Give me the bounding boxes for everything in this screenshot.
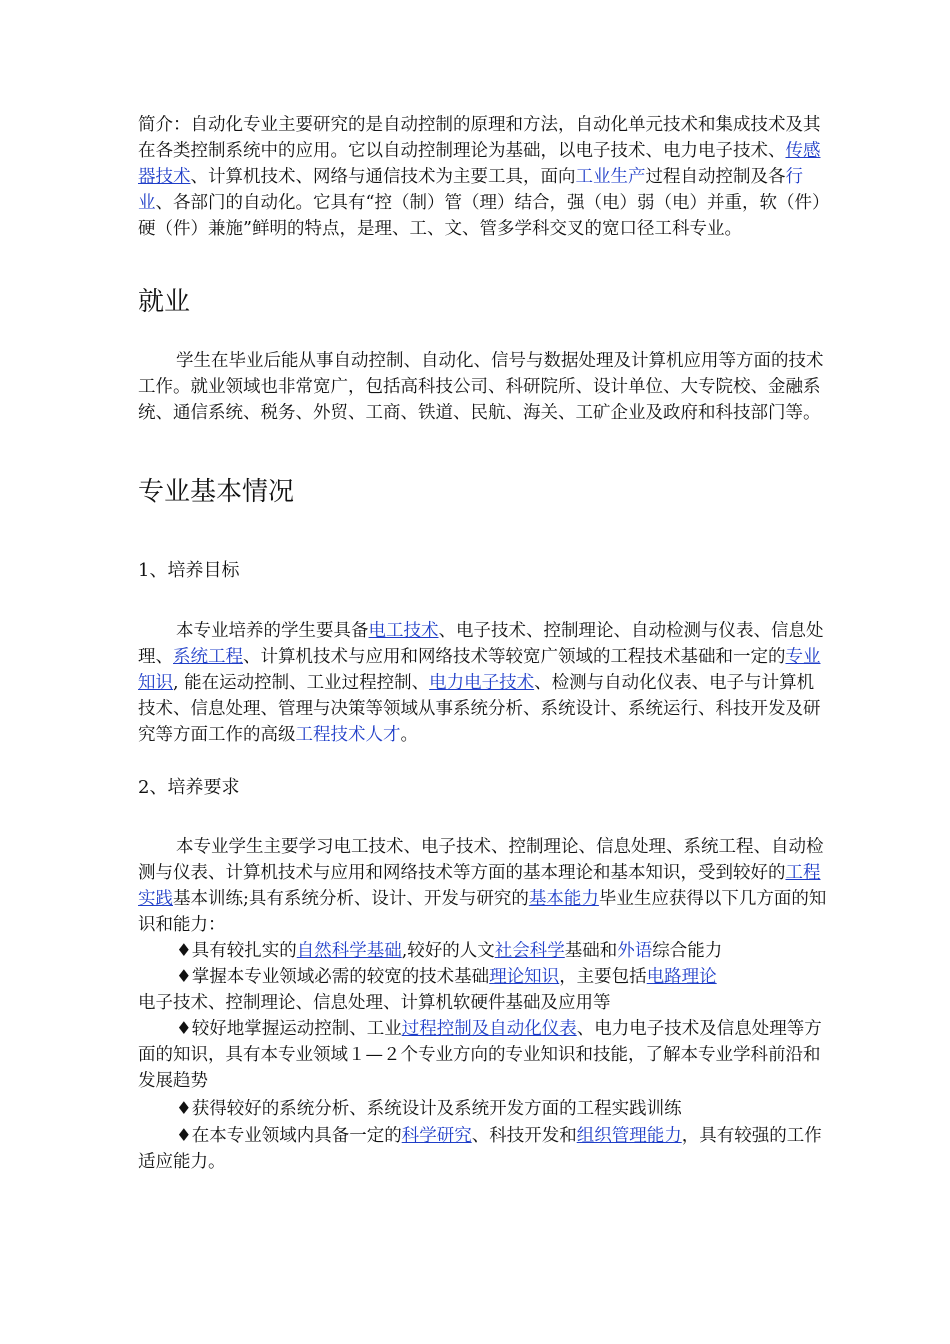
link-management-ability[interactable]: 组织管理能力 [576, 1126, 682, 1146]
link-industry[interactable]: 行业 [138, 167, 803, 213]
link-process-control[interactable]: 过程控制及自动化仪表 [401, 1019, 577, 1039]
list-item: ♦获得较好的系统分析、系统设计及系统开发方面的工程实践训练 [176, 1099, 682, 1119]
link-professional-knowledge[interactable]: 专业知识 [138, 647, 821, 693]
link-social-science[interactable]: 社会科学 [494, 941, 565, 961]
list-item: ♦掌握本专业领域必需的较宽的技术基础理论知识，主要包括电路理论 电子技术、控制理论、信息处理、计算机软硬件基础及应用等 [138, 967, 717, 1013]
heading-basic-info: 专业基本情况 [138, 477, 295, 507]
list-item: ♦较好地掌握运动控制、工业过程控制及自动化仪表、电力电子技术及信息处理等方面的知识，具有本专业领域１—２个专业方向的专业知识和技能，了解本专业学科前沿和发展趋势 [138, 1019, 822, 1091]
link-power-electronics[interactable]: 电力电子技术 [429, 673, 535, 693]
training-goal-paragraph: 本专业培养的学生要具备电工技术、电子技术、控制理论、自动检测与仪表、信息处理、系统工程、计算机技术与应用和网络技术等较宽广领域的工程技术基础和一定的专业知识, 能在运动控制、工业过程控制、电力电子技术、检测与自动化仪表、电子与计算机技术、信息处理、管理与决策等领域从事系统分析、系统设计、系统运行、科技开发及研究等方面工作的高级工程技术人才。 [138, 621, 824, 745]
link-engineering-talent[interactable]: 工程技术人才 [295, 725, 401, 745]
requirements-paragraph: 本专业学生主要学习电工技术、电子技术、控制理论、信息处理、系统工程、自动检测与仪表、计算机技术与应用和网络技术等方面的基本理论和基本知识，受到较好的工程实践基本训练;具有系统分析、设计、开发与研究的基本能力毕业生应获得以下几方面的知识和能力： [138, 837, 827, 935]
list-item: ♦具有较扎实的自然科学基础,较好的人文社会科学基础和外语综合能力 [176, 941, 723, 961]
list-item: ♦在本专业领域内具备一定的科学研究、科技开发和组织管理能力，具有较强的工作适应能力。 [138, 1126, 822, 1172]
link-scientific-research[interactable]: 科学研究 [401, 1126, 472, 1146]
heading-employment: 就业 [138, 287, 191, 317]
link-electrical-tech[interactable]: 电工技术 [368, 621, 439, 641]
employment-paragraph: 学生在毕业后能从事自动控制、自动化、信号与数据处理及计算机应用等方面的技术工作。就业领域也非常宽广，包括高科技公司、科研院所、设计单位、大专院校、金融系统、通信系统、税务、外贸、工商、铁道、民航、海关、工矿企业及政府和科技部门等。 [138, 351, 824, 423]
link-basic-ability[interactable]: 基本能力 [528, 889, 599, 909]
link-industrial-production[interactable]: 工业生产 [575, 167, 646, 187]
link-theory-knowledge[interactable]: 理论知识 [489, 967, 560, 987]
link-systems-engineering[interactable]: 系统工程 [173, 647, 243, 667]
link-circuit-theory[interactable]: 电路理论 [646, 967, 717, 987]
intro-paragraph: 简介：自动化专业主要研究的是自动控制的原理和方法，自动化单元技术和集成技术及其在各类控制系统中的应用。它以自动控制理论为基础，以电子技术、电力电子技术、传感器技术、计算机技术、网络与通信技术为主要工具，面向工业生产过程自动控制及各行业、各部门的自动化。它具有“控（制）管（理）结合，强（电）弱（电）并重，软（件）硬（件）兼施”鲜明的特点，是理、工、文、管多学科交叉的宽口径工科专业。 [138, 115, 821, 239]
link-foreign-language[interactable]: 外语 [617, 941, 653, 961]
link-sensor-tech[interactable]: 传感器技术 [138, 141, 821, 187]
heading-training-goal: 1、培养目标 [138, 560, 240, 581]
link-engineering-practice[interactable]: 工程实践 [138, 863, 821, 909]
link-natural-science[interactable]: 自然科学基础 [296, 941, 402, 961]
heading-training-requirements: 2、培养要求 [138, 777, 240, 798]
